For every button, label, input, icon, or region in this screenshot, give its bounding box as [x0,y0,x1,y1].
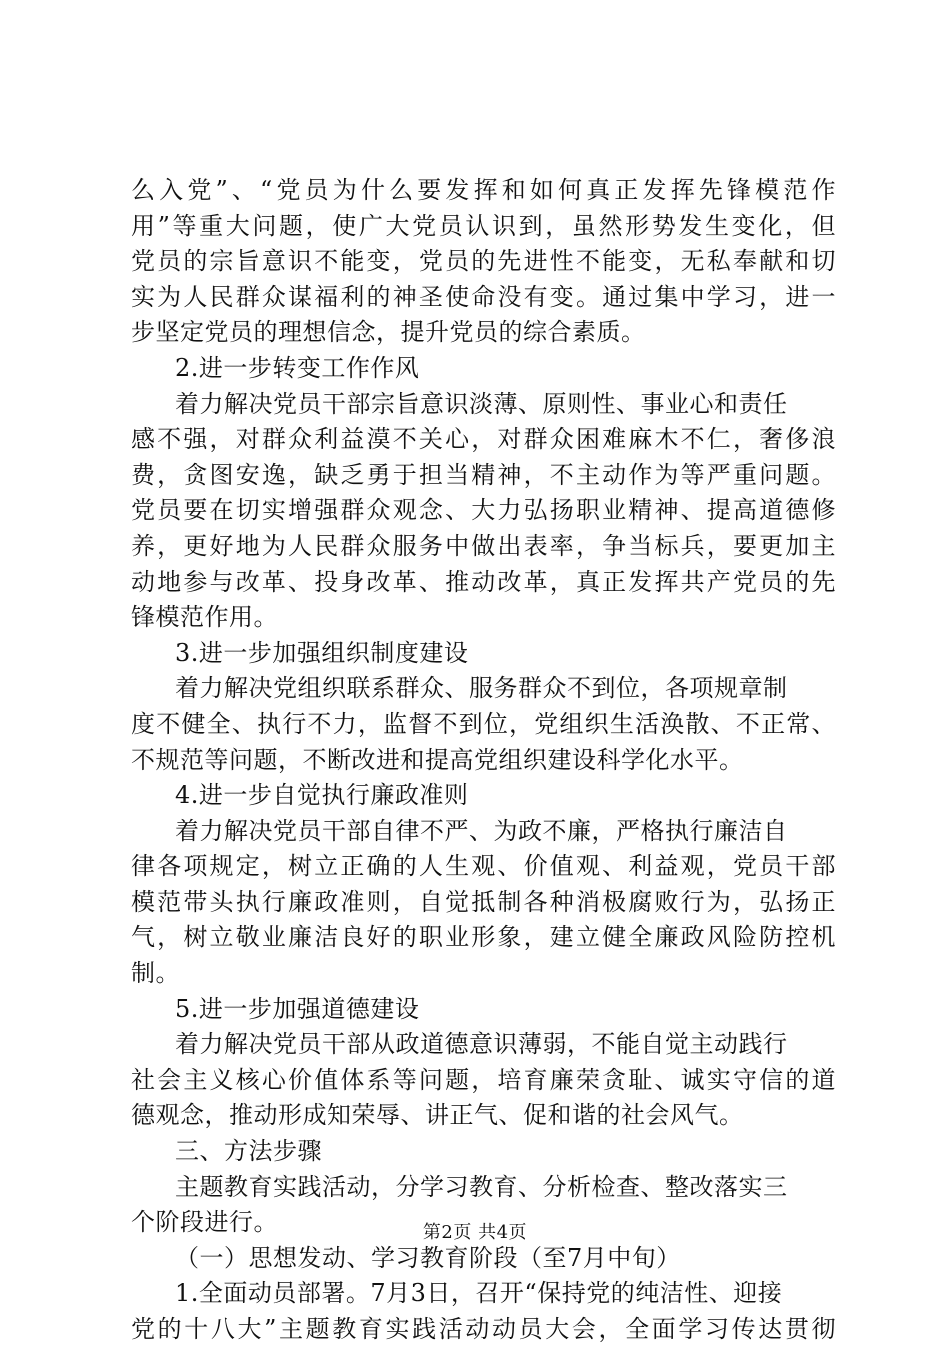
text-line: 制。 [131,959,180,988]
text-line: 党的十八大”主题教育实践活动动员大会，全面学习传达贯彻 [131,1315,836,1343]
page-footer: 第2页 共4页 [422,1222,528,1243]
text-line: 德观念，推动形成知荣辱、讲正气、促和谐的社会风气。 [131,1101,744,1130]
text-line: 锋模范作用。 [131,603,278,632]
text-line: 党员要在切实增强群众观念、大力弘扬职业精神、提高道德修 [131,496,836,525]
text-line: 三、方法步骤 [175,1137,322,1166]
text-line: 气，树立敬业廉洁良好的职业形象，建立健全廉政风险防控机 [131,923,836,952]
text-line: 模范带头执行廉政准则，自觉抵制各种消极腐败行为，弘扬正 [131,887,836,916]
text-line: 动地参与改革、投身改革、推动改革，真正发挥共产党员的先 [131,567,836,596]
text-line: 主题教育实践活动，分学习教育、分析检查、整改落实三 [175,1172,788,1201]
text-line: 感不强，对群众利益漠不关心，对群众困难麻木不仁，奢侈浪 [131,425,836,454]
text-line: 5.进一步加强道德建设 [175,994,420,1023]
text-line: 2.进一步转变工作作风 [175,353,420,382]
text-line: 着力解决党员干部从政道德意识薄弱，不能自觉主动践行 [175,1030,788,1059]
text-line: 个阶段进行。 [131,1208,278,1237]
text-line: 步坚定党员的理想信念，提升党员的综合素质。 [131,318,646,347]
text-line: 度不健全、执行不力，监督不到位，党组织生活涣散、不正常、 [131,709,836,738]
text-line: （一）思想发动、学习教育阶段（至7月中旬） [175,1243,681,1272]
text-line: 党员的宗旨意识不能变，党员的先进性不能变，无私奉献和切 [131,247,836,276]
text-line: 着力解决党员干部自律不严、为政不廉，严格执行廉洁自 [175,816,788,845]
text-line: 4.进一步自觉执行廉政准则 [175,781,469,810]
document-body [131,173,836,1348]
text-line: 1.全面动员部署。7月3日，召开“保持党的纯洁性、迎接 [175,1279,783,1308]
text-line: 么入党”、“党员为什么要发挥和如何真正发挥先锋模范作 [131,176,836,204]
text-line: 实为人民群众谋福利的神圣使命没有变。通过集中学习，进一 [131,282,836,311]
text-line: 养，更好地为人民群众服务中做出表率，争当标兵，要更加主 [131,531,836,560]
text-line: 不规范等问题，不断改进和提高党组织建设科学化水平。 [131,745,744,774]
text-line: 社会主义核心价值体系等问题，培育廉荣贪耻、诚实守信的道 [131,1065,836,1094]
text-line: 费，贪图安逸，缺乏勇于担当精神，不主动作为等严重问题。 [131,460,836,489]
text-line: 着力解决党组织联系群众、服务群众不到位，各项规章制 [175,674,788,703]
text-line: 用”等重大问题，使广大党员认识到，虽然形势发生变化，但 [131,211,836,240]
text-line: 着力解决党员干部宗旨意识淡薄、原则性、事业心和责任 [175,389,788,418]
text-line: 律各项规定，树立正确的人生观、价值观、利益观，党员干部 [131,852,836,881]
text-line: 3.进一步加强组织制度建设 [175,638,469,667]
